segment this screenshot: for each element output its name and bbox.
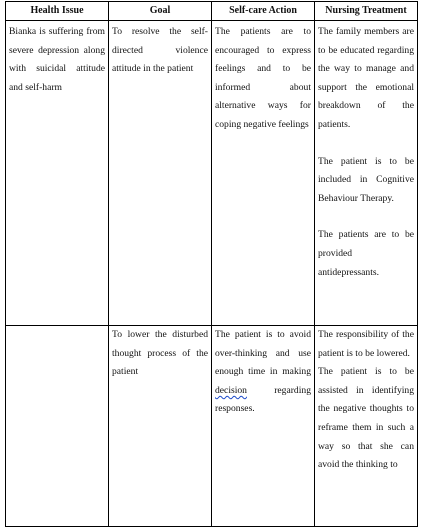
header-nursing-treatment: Nursing Treatment: [315, 2, 418, 21]
goal-cell: [109, 21, 212, 326]
health-issue-cell: [6, 326, 109, 527]
nursing-cell: [315, 21, 418, 326]
self-care-text: The patients are to encouraged to express feelings and to be informed about alternative ways for coping negative feelings: [215, 26, 311, 130]
nursing-paragraph: The family members are to be educated regarding the way to manage and support the emotional breakdown of the patients.: [318, 26, 414, 130]
table-header-row: [6, 2, 418, 21]
header-goal: Goal: [109, 2, 212, 21]
self-care-text-part: regarding responses.: [215, 384, 311, 415]
goal-cell: [109, 326, 212, 527]
header-self-care-action: Self-care Action: [212, 2, 315, 21]
grammar-underlined-word: decision: [215, 384, 247, 396]
self-care-text-part: The patient is to avoid over-thinking and use enough time in making: [215, 329, 311, 378]
care-plan-table: [5, 1, 418, 527]
self-care-cell: [212, 21, 315, 326]
health-issue-cell: [6, 21, 109, 326]
nursing-paragraph: The patient is to be assisted in identifying the negative thoughts to reframe them in such a way so that she can avoid the thinking to: [318, 366, 414, 471]
nursing-paragraph: The responsibility of the patient is to be lowered.: [318, 329, 414, 359]
table-row: [6, 21, 418, 326]
nursing-cell: [315, 326, 418, 527]
nursing-paragraph: The patients are to be provided antidepressants.: [318, 229, 414, 278]
goal-text: To lower the disturbed thought process of the patient: [112, 329, 208, 378]
health-issue-text: Bianka is suffering from severe depression along with suicidal attitude and self-harm: [9, 26, 105, 93]
self-care-text: [215, 326, 311, 419]
goal-text: To resolve the self-directed violence attitude in the patient: [112, 26, 208, 75]
nursing-paragraph: The patient is to be included in Cognitive Behaviour Therapy.: [318, 155, 414, 204]
header-health-issue: Health Issue: [6, 2, 109, 21]
self-care-cell: [212, 326, 315, 527]
table-row: [6, 326, 418, 527]
